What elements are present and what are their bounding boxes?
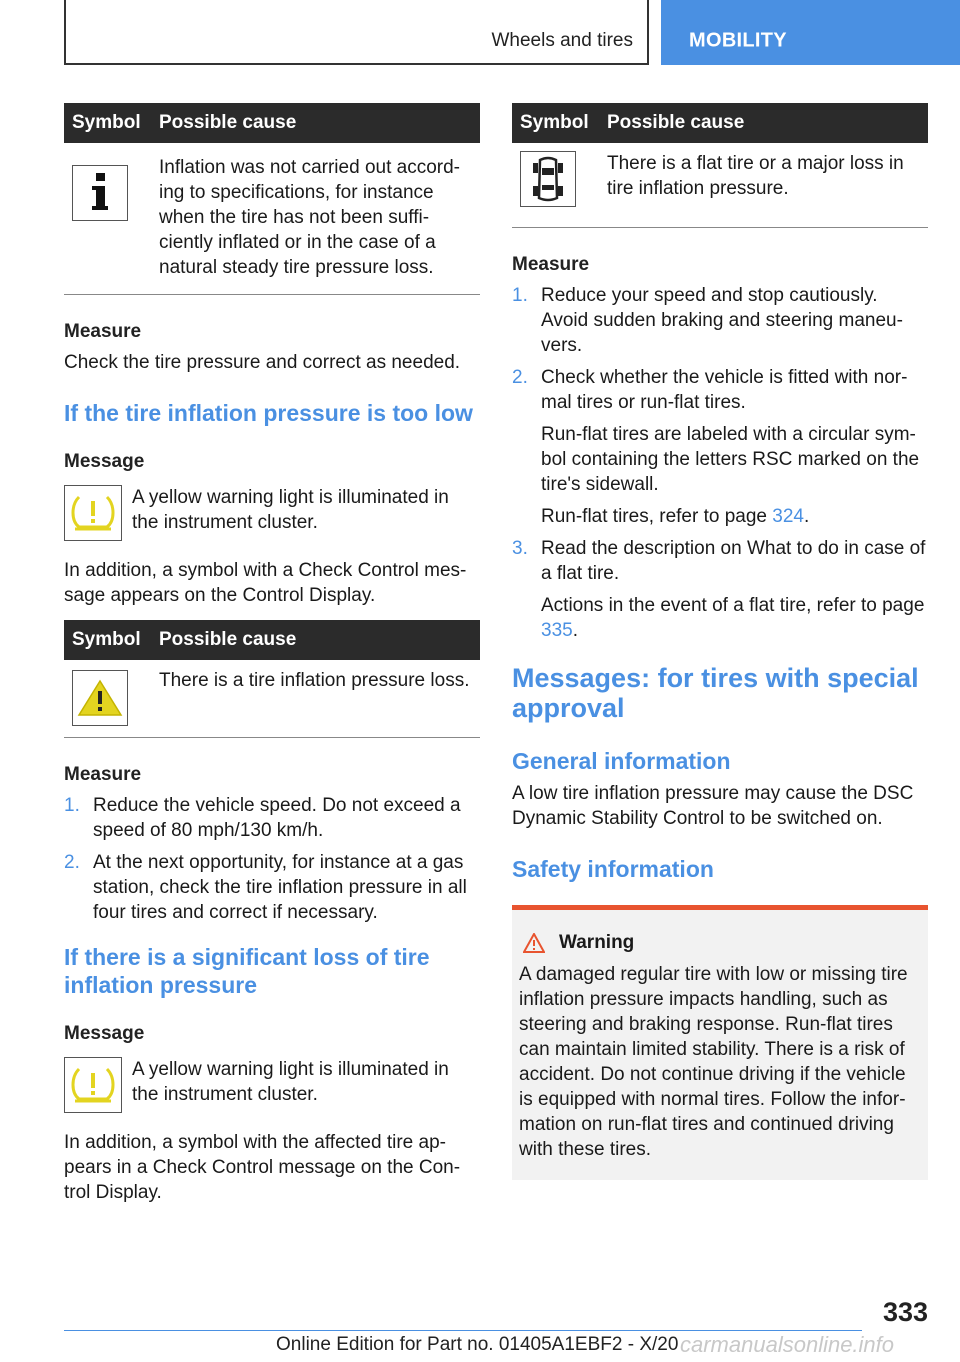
heading-special-approval: Messages: for tires with special approval xyxy=(512,663,919,723)
list-item: 1. Reduce your speed and stop cautiously. Avoid sudden braking and steering maneuvers. xyxy=(512,285,903,356)
left-column xyxy=(64,103,480,1205)
measure-steps xyxy=(64,793,480,925)
warning-text: A damaged regular tire with low or missing tire inflation pressure impacts handling, such as steering and braking response. Run-flat tires can maintain limited stability. There is a risk of accident. Do not continue driving if the vehicle is equipped with normal tires. Follow the information on run-flat tires and continued driving with these tires. xyxy=(519,964,908,1160)
message-row xyxy=(64,485,480,541)
column-header-symbol: Symbol xyxy=(64,103,151,143)
list-item: 3. Read the description on What to do in case of a flat tire. Actions in the event of a flat tire, refer to page 335. xyxy=(512,538,926,641)
message-text: A yellow warning light is illuminated in the instrument cluster. xyxy=(132,1059,449,1105)
symbol-table-2 xyxy=(64,620,480,738)
message-label: Message xyxy=(64,1023,145,1044)
column-header-cause: Possible cause xyxy=(599,103,928,143)
measure-label: Measure xyxy=(64,321,142,342)
warning-title: Warning xyxy=(559,932,635,953)
car-flat-tire-icon xyxy=(520,151,576,207)
footer-edition: Online Edition for Part no. 01405A1EBF2 - X/20 xyxy=(276,1334,679,1355)
measure-label: Measure xyxy=(64,764,142,785)
list-item: 1. Reduce the vehicle speed. Do not exceed a speed of 80 mph/130 km/h. xyxy=(64,795,461,841)
addition-text: In addition, a symbol with a Check Control message appears on the Control Display. xyxy=(64,560,467,606)
info-icon xyxy=(72,165,128,221)
list-item: 2. At the next opportunity, for instance at a gas station, check the tire inflation pressure in all four tires and correct if necessary. xyxy=(64,852,467,923)
table-row xyxy=(64,143,480,295)
section-title: Wheels and tires xyxy=(491,30,633,51)
possible-cause: There is a tire inflation pressure loss. xyxy=(151,660,480,738)
possible-cause: There is a flat tire or a major loss in tire inflation pressure. xyxy=(599,143,928,228)
measure-steps xyxy=(512,283,928,643)
header-section-box xyxy=(64,0,649,65)
addition-text: In addition, a symbol with the affected tire appears in a Check Control message on the Control Display. xyxy=(64,1132,461,1203)
message-text: A yellow warning light is illuminated in the instrument cluster. xyxy=(132,487,449,533)
column-header-symbol: Symbol xyxy=(64,620,151,660)
symbol-table-3 xyxy=(512,103,928,228)
column-header-cause: Possible cause xyxy=(151,620,480,660)
tire-pressure-warning-icon xyxy=(64,1057,122,1113)
heading-pressure-too-low: If the tire inflation pressure is too low xyxy=(64,400,473,426)
measure-text: Check the tire pressure and correct as needed. xyxy=(64,352,461,373)
measure-label: Measure xyxy=(512,254,590,275)
table-row xyxy=(512,143,928,228)
page-link-324[interactable]: 324 xyxy=(772,506,804,527)
heading-significant-loss: If there is a significant loss of tire inflation pressure xyxy=(64,944,430,998)
watermark: carmanualsonline.info xyxy=(680,1332,895,1357)
possible-cause: Inflation was not carried out according to specifications, for instance when the tire has not been sufficiently inflated or in the case of a natural steady tire pressure loss. xyxy=(151,143,480,295)
table-row xyxy=(64,660,480,738)
column-header-symbol: Symbol xyxy=(512,103,599,143)
general-information-text: A low tire inflation pressure may cause the DSC Dynamic Stability Control to be switched on. xyxy=(512,783,914,829)
message-label: Message xyxy=(64,451,145,472)
heading-safety-information: Safety information xyxy=(512,856,714,882)
right-column xyxy=(512,103,928,1180)
header-chapter-box xyxy=(661,0,960,65)
warning-triangle-icon xyxy=(72,670,128,726)
symbol-table-1 xyxy=(64,103,480,295)
tire-pressure-warning-icon xyxy=(64,485,122,541)
list-item: 2. Check whether the vehicle is fitted with normal tires or run-flat tires. Run-flat tires are labeled with a circular symbol containing the letters RSC marked on the tire's sidewall. Run-flat tires, refer to page 324. xyxy=(512,367,920,527)
message-row xyxy=(64,1057,480,1113)
chapter-title: MOBILITY xyxy=(689,29,787,52)
warning-box xyxy=(512,905,928,1180)
page-number: 333 xyxy=(882,1297,928,1327)
warning-icon xyxy=(523,933,545,953)
heading-general-information: General information xyxy=(512,748,731,774)
column-header-cause: Possible cause xyxy=(151,103,480,143)
page-link-335[interactable]: 335 xyxy=(541,620,573,641)
footer-divider xyxy=(64,1330,862,1331)
